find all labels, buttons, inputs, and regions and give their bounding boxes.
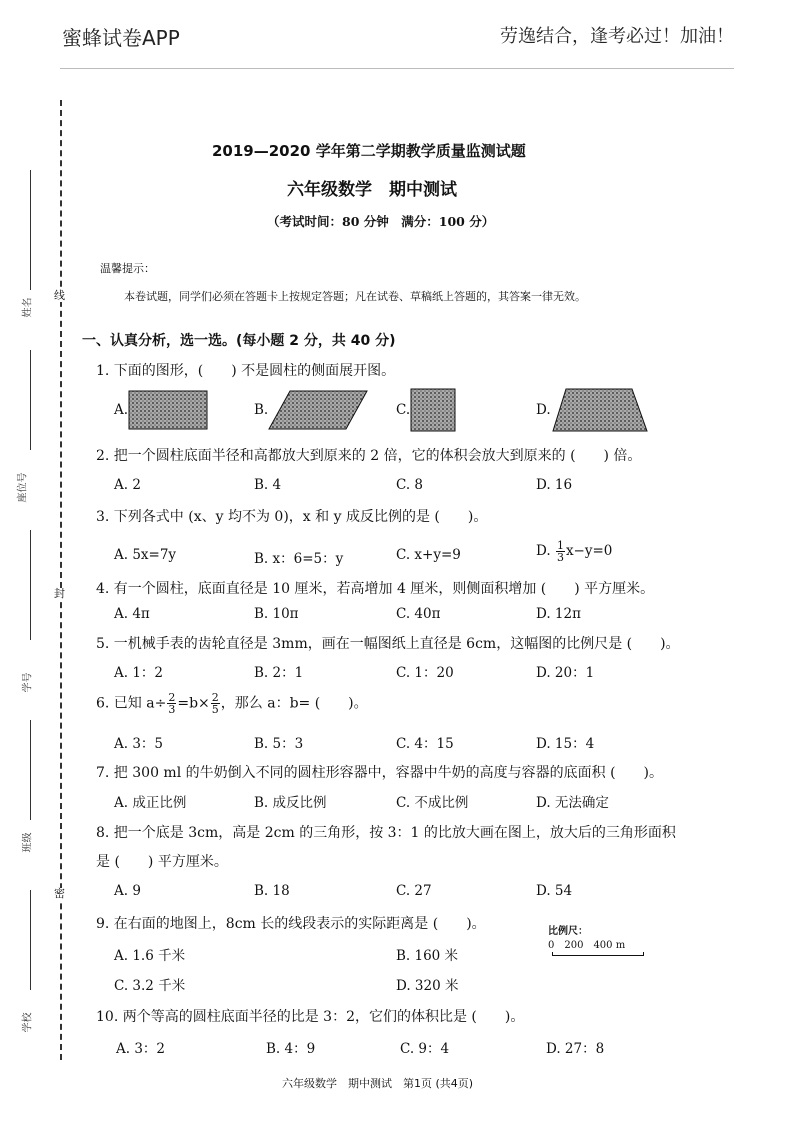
q4-option-b: B. 10π <box>254 606 299 622</box>
id-field-label: 学号 <box>22 672 34 693</box>
q6-f1-den: 3 <box>168 703 176 716</box>
q4-option-c: C. 40π <box>396 606 441 622</box>
q6-fraction-1 <box>167 692 176 715</box>
q6-text-mid: =b× <box>177 695 210 712</box>
question-6 <box>96 692 368 715</box>
q7-option-b: B. 成反比例 <box>254 795 327 811</box>
exam-page <box>82 0 722 1123</box>
q6-f1-num: 2 <box>168 691 176 704</box>
map-scale-title: 比例尺： <box>548 926 588 937</box>
q9-option-d: D. 320 米 <box>396 978 459 994</box>
q7-option-c: C. 不成比例 <box>396 795 469 811</box>
q3-fraction <box>556 540 565 563</box>
q1-option-d-label: D. <box>536 402 551 418</box>
class-field-line <box>30 720 31 820</box>
name-field-line <box>30 170 31 290</box>
map-scale-bar <box>552 952 644 956</box>
q4-option-a: A. 4π <box>114 606 150 622</box>
question-5: 5. 一机械手表的齿轮直径是 3mm，画在一幅图纸上直径是 6cm，这幅图的比例尺是 ( )。 <box>96 636 680 652</box>
exam-title: 2019—2020 学年第二学期教学质量监测试题 <box>212 142 526 160</box>
tip-title: 温馨提示： <box>100 262 155 275</box>
binding-margin <box>0 100 80 1060</box>
question-3: 3. 下列各式中 (x、y 均不为 0)，x 和 y 成反比例的是 ( )。 <box>96 509 488 525</box>
binding-char-feng: 封 <box>54 587 65 600</box>
q5-option-a: A. 1：2 <box>114 665 164 681</box>
q1-option-c-label: C. <box>396 402 411 418</box>
q7-option-d: D. 无法确定 <box>536 795 609 811</box>
q8-option-d: D. 54 <box>536 883 573 899</box>
app-slogan: 劳逸结合，逢考必过！加油！ <box>500 26 734 47</box>
q10-option-b: B. 4：9 <box>266 1041 316 1057</box>
q10-option-a: A. 3：2 <box>116 1041 166 1057</box>
exam-info: （考试时间：80 分钟 满分：100 分） <box>267 214 495 229</box>
q6-text-pre: 6. 已知 a÷ <box>96 695 167 712</box>
map-scale-labels: 0 200 400 m <box>548 940 626 951</box>
question-2: 2. 把一个圆柱底面半径和高都放大到原来的 2 倍，它的体积会放大到原来的 ( ) 倍。 <box>96 448 642 464</box>
q9-option-c: C. 3.2 千米 <box>114 978 186 994</box>
q5-option-c: C. 1：20 <box>396 665 454 681</box>
question-10: 10. 两个等高的圆柱底面半径的比是 3：2，它们的体积比是 ( )。 <box>96 1009 525 1025</box>
q6-option-c: C. 4：15 <box>396 736 454 752</box>
q1-option-a-label: A. <box>114 402 129 418</box>
q3-option-d-label: D. <box>536 543 551 559</box>
q2-option-d: D. 16 <box>536 477 573 493</box>
question-9: 9. 在右面的地图上，8cm 长的线段表示的实际距离是 ( )。 <box>96 916 486 932</box>
section-heading: 一、认真分析，选一选。(每小题 2 分，共 40 分) <box>82 333 396 349</box>
question-8-line-2: 是 ( ) 平方厘米。 <box>96 854 228 870</box>
q8-option-c: C. 27 <box>396 883 432 899</box>
q3-option-d <box>536 540 612 563</box>
q8-option-a: A. 9 <box>114 883 141 899</box>
q7-option-a: A. 成正比例 <box>114 795 187 811</box>
q2-option-c: C. 8 <box>396 477 424 493</box>
q6-text-post: ，那么 a：b= ( )。 <box>220 695 368 712</box>
q10-option-c: C. 9：4 <box>400 1041 450 1057</box>
exam-subtitle: 六年级数学 期中测试 <box>287 180 457 200</box>
q4-option-d: D. 12π <box>536 606 581 622</box>
seat-field-label: 座位号 <box>17 472 29 503</box>
question-8: 8. 把一个底是 3cm，高是 2cm 的三角形，按 3：1 的比放大画在图上，放大后的三角形面积 <box>96 825 676 841</box>
school-field-label: 学校 <box>22 1012 34 1033</box>
q6-option-a: A. 3：5 <box>114 736 164 752</box>
q6-fraction-2 <box>211 692 220 715</box>
q8-option-b: B. 18 <box>254 883 290 899</box>
q9-option-b: B. 160 米 <box>396 948 459 964</box>
id-field-line <box>30 530 31 640</box>
q10-option-d: D. 27：8 <box>546 1041 605 1057</box>
q3-option-a: A. 5x=7y <box>114 547 177 563</box>
question-4: 4. 有一个圆柱，底面直径是 10 厘米，若高增加 4 厘米，则侧面积增加 ( ) 平方厘米。 <box>96 581 655 597</box>
school-field-line <box>30 890 31 990</box>
name-field-label: 姓名 <box>22 297 34 318</box>
q1-square-shape <box>410 388 456 432</box>
q3-option-c: C. x+y=9 <box>396 547 461 563</box>
q5-option-b: B. 2：1 <box>254 665 304 681</box>
q3-frac-num: 1 <box>556 539 564 552</box>
q9-option-a: A. 1.6 千米 <box>114 948 186 964</box>
binding-dashed-line <box>60 100 62 1060</box>
map-scale <box>548 922 658 962</box>
q1-parallelogram-shape <box>268 390 368 430</box>
binding-char-xian: 线 <box>54 289 65 302</box>
q3-option-b: B. x：6=5：y <box>254 551 344 567</box>
q2-option-b: B. 4 <box>254 477 282 493</box>
q1-rectangle-shape <box>128 390 208 430</box>
q6-option-b: B. 5：3 <box>254 736 304 752</box>
q2-option-a: A. 2 <box>114 477 141 493</box>
q6-f2-den: 5 <box>211 703 219 716</box>
q6-f2-num: 2 <box>211 691 219 704</box>
q3-frac-den: 3 <box>556 551 564 564</box>
q5-option-d: D. 20：1 <box>536 665 595 681</box>
q6-option-d: D. 15：4 <box>536 736 595 752</box>
q3-option-d-tail: x−y=0 <box>565 543 613 559</box>
binding-char-mi: 密 <box>54 887 65 900</box>
q1-trapezoid-shape <box>552 388 648 432</box>
class-field-label: 班级 <box>22 832 34 853</box>
question-7: 7. 把 300 ml 的牛奶倒入不同的圆柱形容器中，容器中牛奶的高度与容器的底面积 ( )。 <box>96 765 664 781</box>
question-1: 1. 下面的图形，( ) 不是圆柱的侧面展开图。 <box>96 363 396 379</box>
tip-text: 本卷试题，同学们必须在答题卡上按规定答题；凡在试卷、草稿纸上答题的，其答案一律无效。 <box>124 290 586 303</box>
q1-option-b-label: B. <box>254 402 269 418</box>
page-footer: 六年级数学 期中测试 第1页 (共4页) <box>282 1077 474 1090</box>
app-title: 蜜蜂试卷APP <box>62 26 180 50</box>
seat-field-line <box>30 350 31 450</box>
